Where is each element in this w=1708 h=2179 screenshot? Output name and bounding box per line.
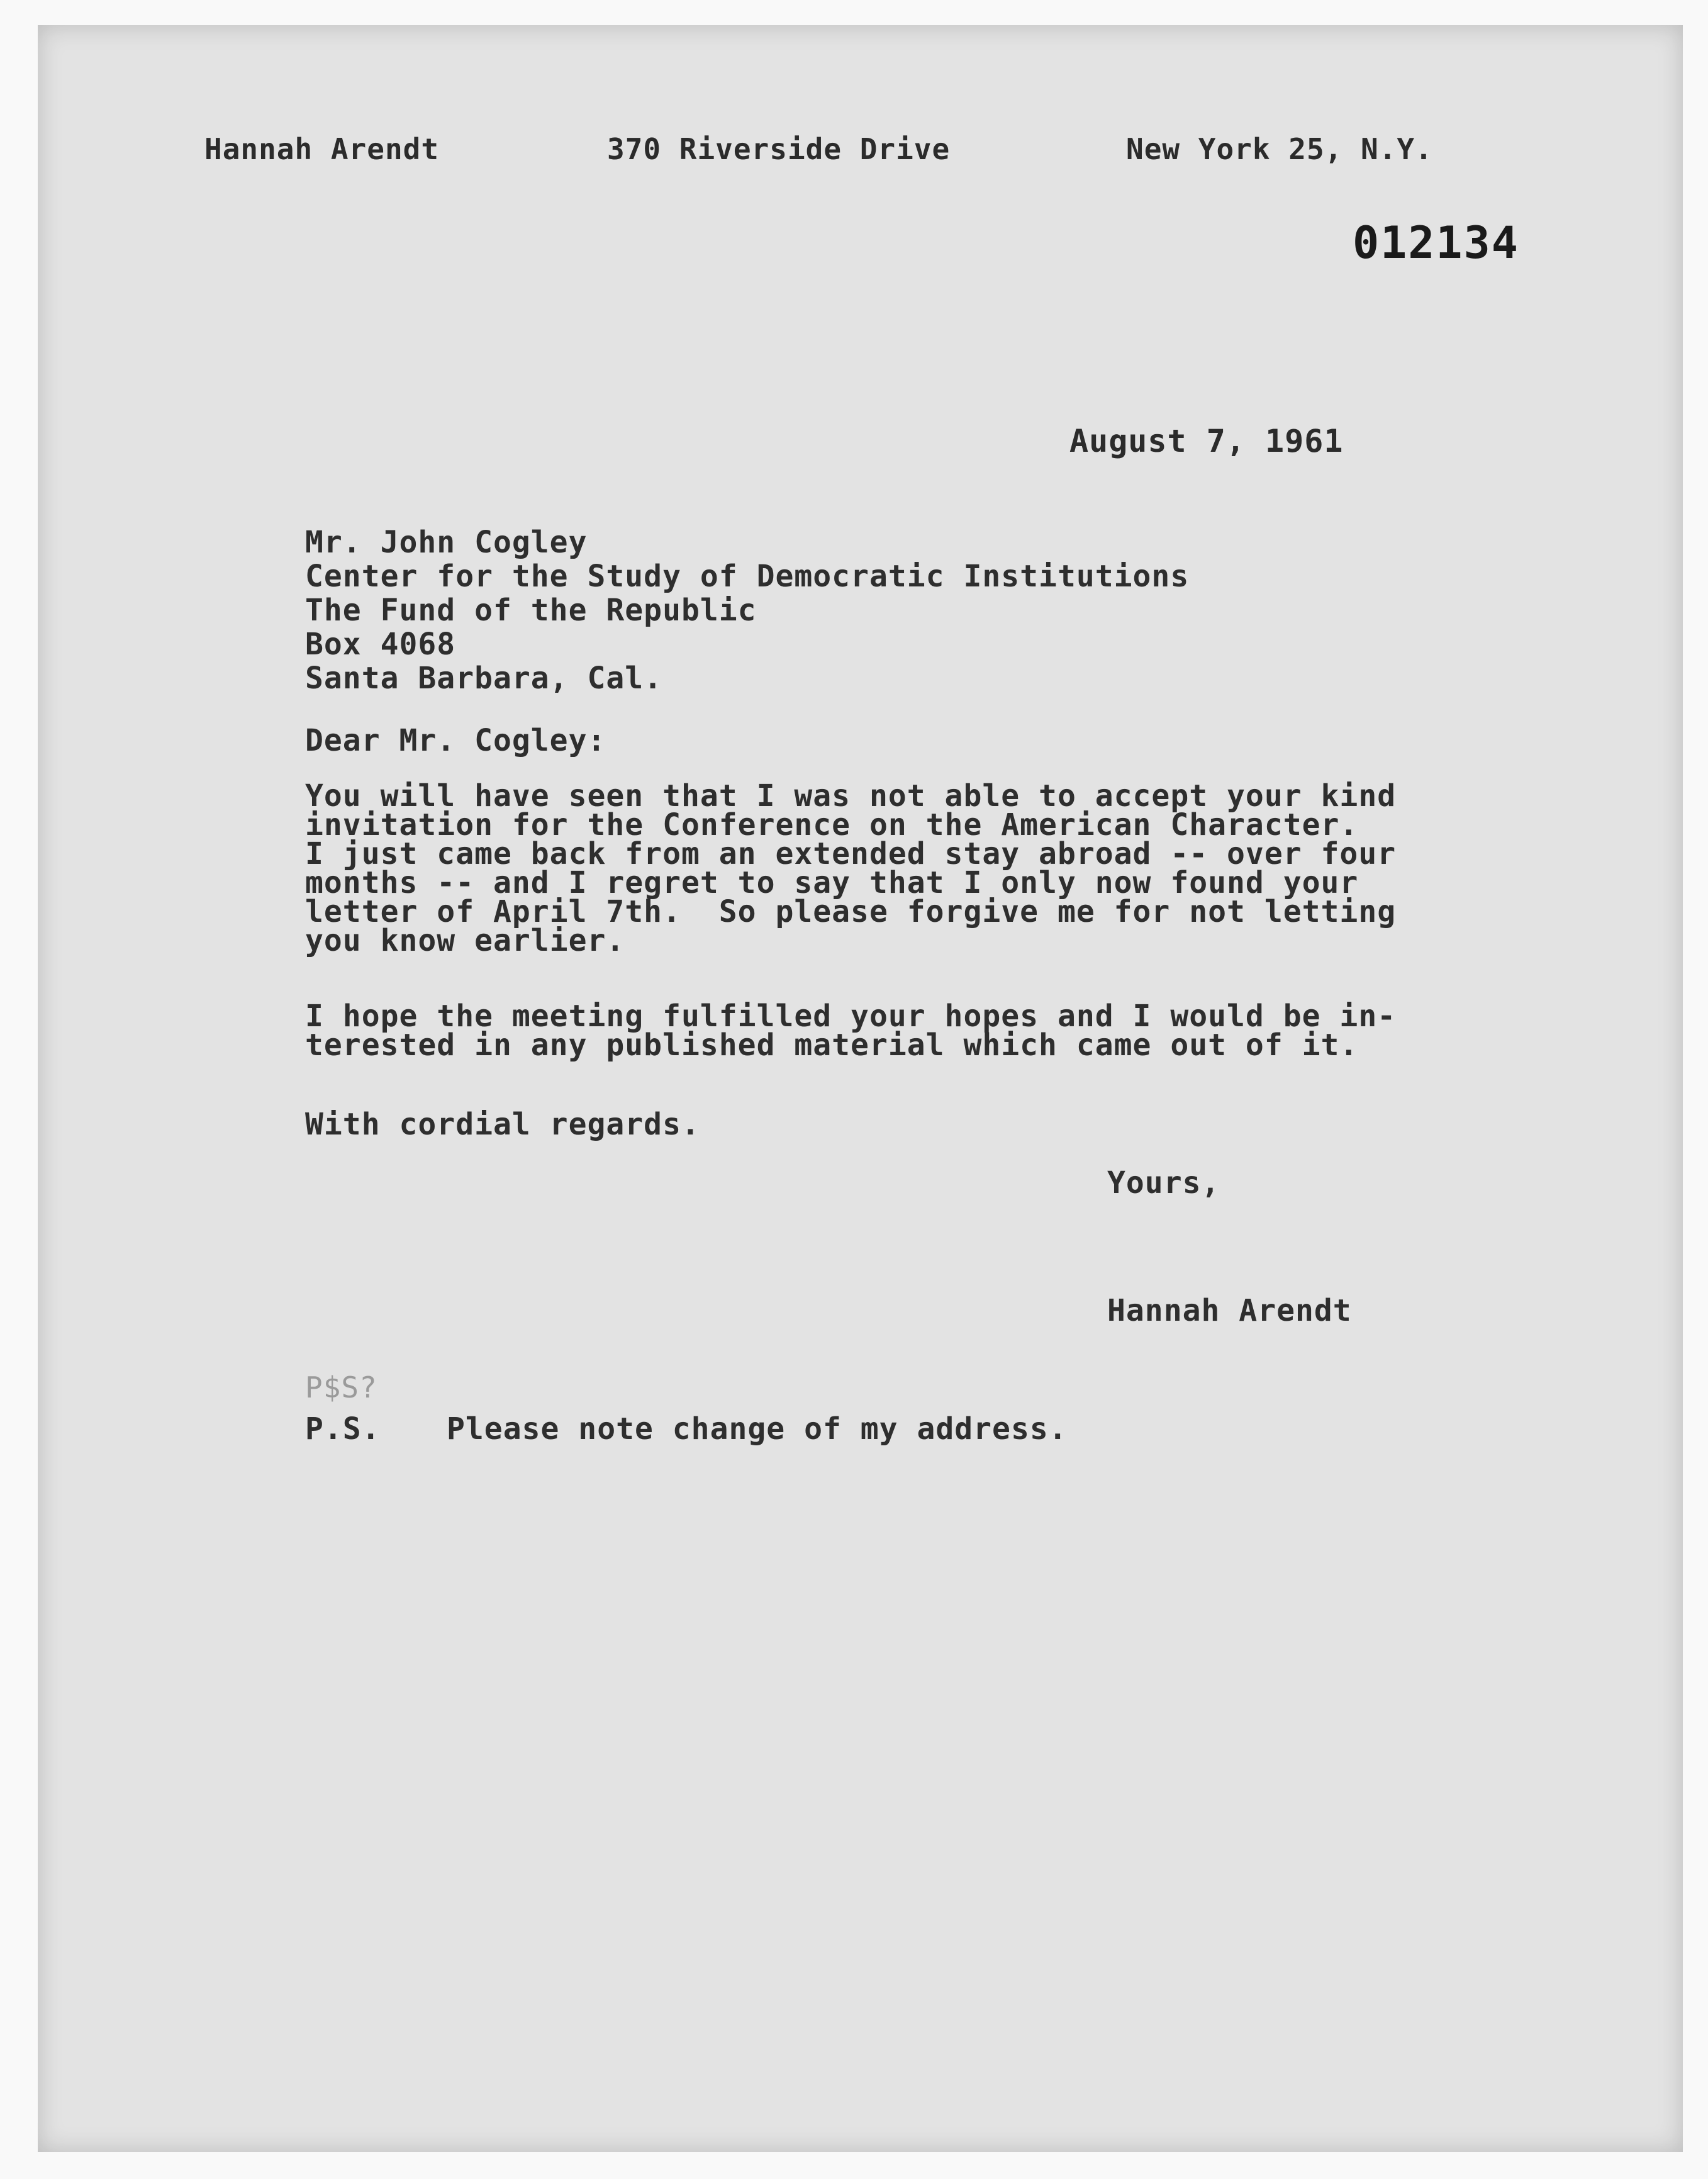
body-paragraph-2 xyxy=(305,999,1397,1063)
recipient-address xyxy=(305,525,1189,695)
letterhead-street: 370 Riverside Drive xyxy=(607,132,951,166)
salutation xyxy=(305,724,606,758)
recipient-line: Mr. John Cogley xyxy=(305,525,588,560)
faint-typed-mark: P$S? xyxy=(305,1370,377,1404)
letter-date: August 7, 1961 xyxy=(1069,423,1344,459)
letterhead-city: New York 25, N.Y. xyxy=(1126,132,1433,166)
body-line: terested in any published material which came out of it. xyxy=(305,1028,1359,1063)
closing-text: With cordial regards. xyxy=(305,1107,700,1142)
signature-name: Hannah Arendt xyxy=(1107,1293,1352,1328)
body-line: months -- and I regret to say that I only now found your xyxy=(305,865,1359,900)
body-line: letter of April 7th. So please forgive me for not letting xyxy=(305,894,1397,929)
letterhead-name: Hannah Arendt xyxy=(204,132,440,166)
body-line: I hope the meeting fulfilled your hopes and I would be in- xyxy=(305,999,1397,1034)
body-line: I just came back from an extended stay abroad -- over four xyxy=(305,836,1397,871)
postscript-label: P.S. xyxy=(305,1411,381,1447)
postscript xyxy=(305,1411,1068,1447)
salutation-text: Dear Mr. Cogley: xyxy=(305,723,606,758)
postscript-text: Please note change of my address. xyxy=(447,1411,1068,1447)
body-line: you know earlier. xyxy=(305,923,625,958)
recipient-line: The Fund of the Republic xyxy=(305,593,757,628)
closing-line xyxy=(305,1107,700,1141)
body-line: invitation for the Conference on the American Character. xyxy=(305,807,1359,843)
letter-sheet xyxy=(38,25,1683,2152)
valediction: Yours, xyxy=(1107,1165,1220,1201)
recipient-line: Center for the Study of Democratic Institutions xyxy=(305,559,1190,594)
recipient-line: Santa Barbara, Cal. xyxy=(305,661,663,696)
body-line: You will have seen that I was not able to accept your kind xyxy=(305,778,1397,814)
body-paragraph-1 xyxy=(305,778,1397,958)
document-number: 012134 xyxy=(1353,217,1519,269)
recipient-line: Box 4068 xyxy=(305,627,456,662)
